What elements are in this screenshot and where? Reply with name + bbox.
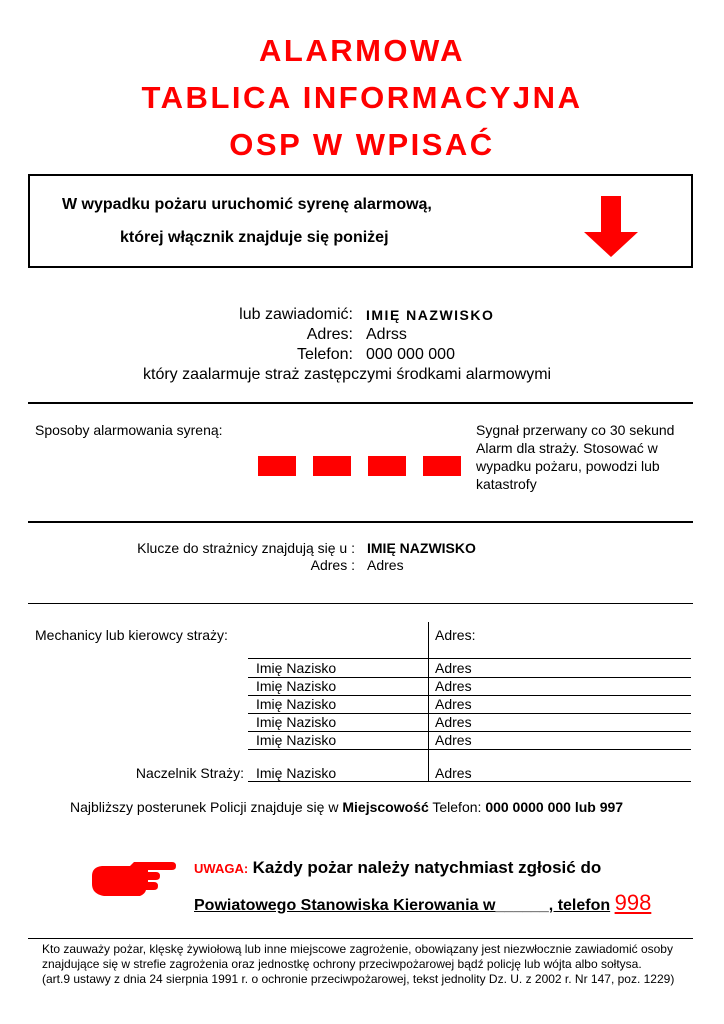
keys-address-value: Adres <box>367 557 404 573</box>
warning-text-2: Powiatowego Stanowiska Kierowania w <box>194 897 496 914</box>
phone-label: Telefon: <box>296 346 353 363</box>
table-line <box>248 781 691 782</box>
police-phone: 000 0000 000 lub 997 <box>485 799 624 815</box>
police-place: Miejscowość <box>342 799 429 815</box>
mechanic-name: Imię Nazisko <box>256 732 337 748</box>
footer-line: Kto zauważy pożar, klęskę żywiołową lub inne miejscowe zagrożenie, obowiązany jest niezwłocznie zawiadomić osoby <box>42 942 673 956</box>
mechanic-address: Adres <box>435 678 472 694</box>
warning-phone: 998 <box>614 890 652 915</box>
footer-legal-note <box>42 942 674 987</box>
notify-label: lub zawiadomić: <box>239 306 353 323</box>
chief-name: Imię Nazisko <box>256 765 337 781</box>
title-line-1: ALARMOWA <box>259 33 465 68</box>
police-phone-label: Telefon: <box>432 799 482 815</box>
contact-note: który zaalarmuje straż zastępczymi środkami alarmowymi <box>143 366 552 383</box>
mechanic-address: Adres <box>435 714 472 730</box>
footer-line: znajdujące się w strefie zagrożenia oraz jednostkę ochrony przeciwpożarowej bądź policję lub wójta albo sołtysa. <box>42 957 642 971</box>
chief-address: Adres <box>435 765 472 781</box>
divider <box>28 521 693 523</box>
notice-line-2: której włącznik znajduje się poniżej <box>120 229 389 246</box>
warning-line-1 <box>194 858 601 878</box>
warning-blank: ______ <box>495 897 549 914</box>
title-line-2: TABLICA INFORMACYJNA <box>141 80 583 115</box>
mechanics-label: Mechanicy lub kierowcy straży: <box>35 627 228 643</box>
table-row <box>248 660 691 677</box>
divider <box>28 603 693 604</box>
address-label: Adres: <box>306 326 353 343</box>
siren-signal-bar <box>258 456 296 476</box>
keys-name: IMIĘ NAZWISKO <box>367 540 476 556</box>
table-row <box>248 678 691 695</box>
phone-value: 000 000 000 <box>366 346 455 363</box>
table-line <box>248 658 691 659</box>
mechanic-name: Imię Nazisko <box>256 714 337 730</box>
table-row <box>248 714 691 731</box>
warning-line-2 <box>194 890 651 916</box>
mechanics-table <box>248 660 691 750</box>
mechanics-address-header: Adres: <box>435 627 476 643</box>
police-line <box>70 799 623 815</box>
siren-description <box>476 421 674 493</box>
siren-signal-bar <box>423 456 461 476</box>
mechanic-address: Adres <box>435 696 472 712</box>
table-row <box>248 696 691 713</box>
siren-desc-line: Sygnał przerwany co 30 sekund <box>476 422 675 438</box>
pointing-hand-icon <box>90 858 176 898</box>
mechanic-address: Adres <box>435 732 472 748</box>
divider <box>28 938 693 939</box>
keys-label: Klucze do strażnicy znajdują się u : <box>137 540 355 556</box>
divider <box>28 402 693 404</box>
footer-line: (art.9 ustawy z dnia 24 sierpnia 1991 r. o ochronie przeciwpożarowej, tekst jednolity Dz. U. z 2002 r. Nr 147, poz. 1229) <box>42 972 675 986</box>
table-row <box>248 732 691 749</box>
warning-text-1: Każdy pożar należy natychmiast zgłosić do <box>252 858 602 877</box>
siren-desc-line: wypadku pożaru, powodzi lub <box>476 458 660 474</box>
warning-phone-label: , telefon <box>548 897 611 914</box>
mechanic-name: Imię Nazisko <box>256 678 337 694</box>
address-value: Adrss <box>366 326 407 343</box>
arrow-down-icon <box>582 196 640 258</box>
siren-label: Sposoby alarmowania syreną: <box>35 422 223 438</box>
siren-signal-bar <box>368 456 406 476</box>
mechanic-address: Adres <box>435 660 472 676</box>
siren-desc-line: Alarm dla straży. Stosować w <box>476 440 658 456</box>
police-prefix: Najbliższy posterunek Policji znajduje się w <box>70 799 339 815</box>
siren-desc-line: katastrofy <box>476 476 537 492</box>
warning-label: UWAGA: <box>194 861 249 876</box>
notice-line-1: W wypadku pożaru uruchomić syrenę alarmową, <box>62 196 432 213</box>
table-line <box>248 749 691 750</box>
mechanic-name: Imię Nazisko <box>256 696 337 712</box>
chief-label: Naczelnik Straży: <box>135 765 244 781</box>
siren-signal-bar <box>313 456 351 476</box>
notify-name: IMIĘ NAZWISKO <box>366 307 495 323</box>
mechanic-name: Imię Nazisko <box>256 660 337 676</box>
keys-address-label: Adres : <box>310 557 355 573</box>
title-line-3: OSP W WPISAĆ <box>229 127 495 162</box>
